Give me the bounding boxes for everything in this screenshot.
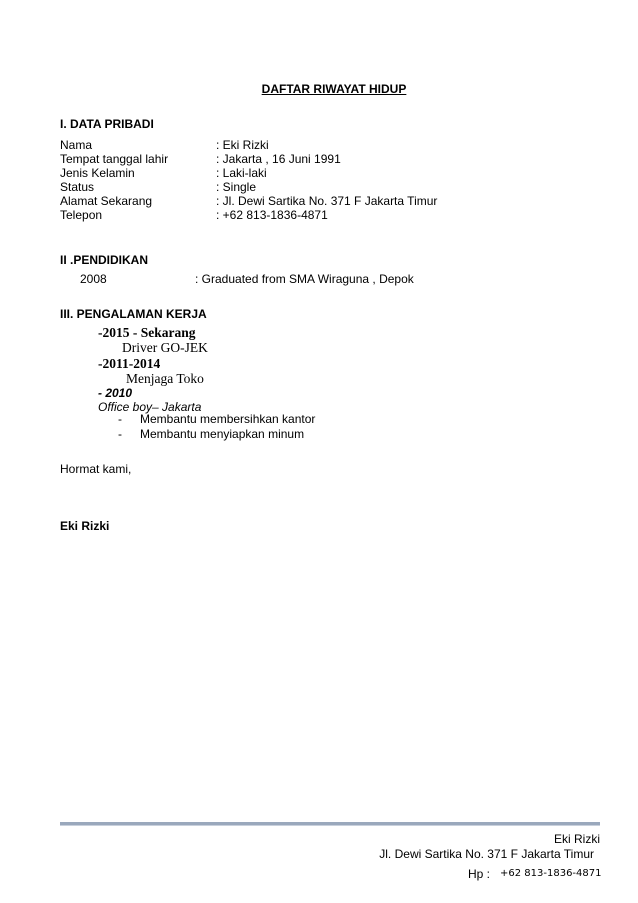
duty-item-2: Membantu menyiapkan minum — [140, 427, 305, 441]
personal-label-birth: Tempat tanggal lahir — [60, 152, 169, 166]
personal-label-status: Status — [60, 180, 95, 194]
section-heading-personal: I. DATA PRIBADI — [60, 117, 154, 131]
section-heading-education: II .PENDIDIKAN — [60, 253, 149, 267]
job-role-gojek: Driver GO-JEK — [122, 340, 208, 355]
duty-bullet-1: - — [118, 412, 122, 426]
footer-address: Jl. Dewi Sartika No. 371 F Jakarta Timur — [379, 847, 594, 861]
personal-value-name: : Eki Rizki — [216, 138, 269, 152]
job-role-officeboy: Office boy– Jakarta — [98, 400, 202, 414]
section-heading-experience: III. PENGALAMAN KERJA — [60, 307, 207, 321]
personal-value-gender: : Laki-laki — [216, 166, 267, 180]
signature-name: Eki Rizki — [60, 519, 110, 533]
personal-label-name: Nama — [60, 138, 93, 152]
document-title: DAFTAR RIWAYAT HIDUP — [261, 82, 407, 96]
job-period-2011: -2011-2014 — [98, 356, 161, 371]
personal-label-gender: Jenis Kelamin — [60, 166, 135, 180]
footer-hp-value: +62 813-1836-4871 — [500, 868, 602, 879]
job-role-toko: Menjaga Toko — [126, 371, 204, 386]
job-period-2010: - 2010 — [98, 386, 133, 400]
personal-value-status: : Single — [216, 180, 257, 194]
education-year: 2008 — [80, 272, 107, 286]
closing-text: Hormat kami, — [60, 462, 132, 476]
education-value: : Graduated from SMA Wiraguna , Depok — [195, 272, 414, 286]
duty-item-1: Membantu membersihkan kantor — [140, 412, 316, 426]
personal-label-address: Alamat Sekarang — [60, 194, 153, 208]
personal-label-phone: Telepon — [60, 208, 103, 222]
personal-value-address: : Jl. Dewi Sartika No. 371 F Jakarta Timur — [216, 194, 438, 208]
personal-value-birth: : Jakarta , 16 Juni 1991 — [216, 152, 341, 166]
footer-rule — [60, 822, 600, 826]
footer-name: Eki Rizki — [553, 832, 600, 846]
duty-bullet-2: - — [118, 427, 122, 441]
personal-value-phone: : +62 813-1836-4871 — [216, 208, 328, 222]
job-period-2015: -2015 - Sekarang — [98, 325, 196, 340]
footer-hp-label: Hp : — [468, 867, 491, 881]
